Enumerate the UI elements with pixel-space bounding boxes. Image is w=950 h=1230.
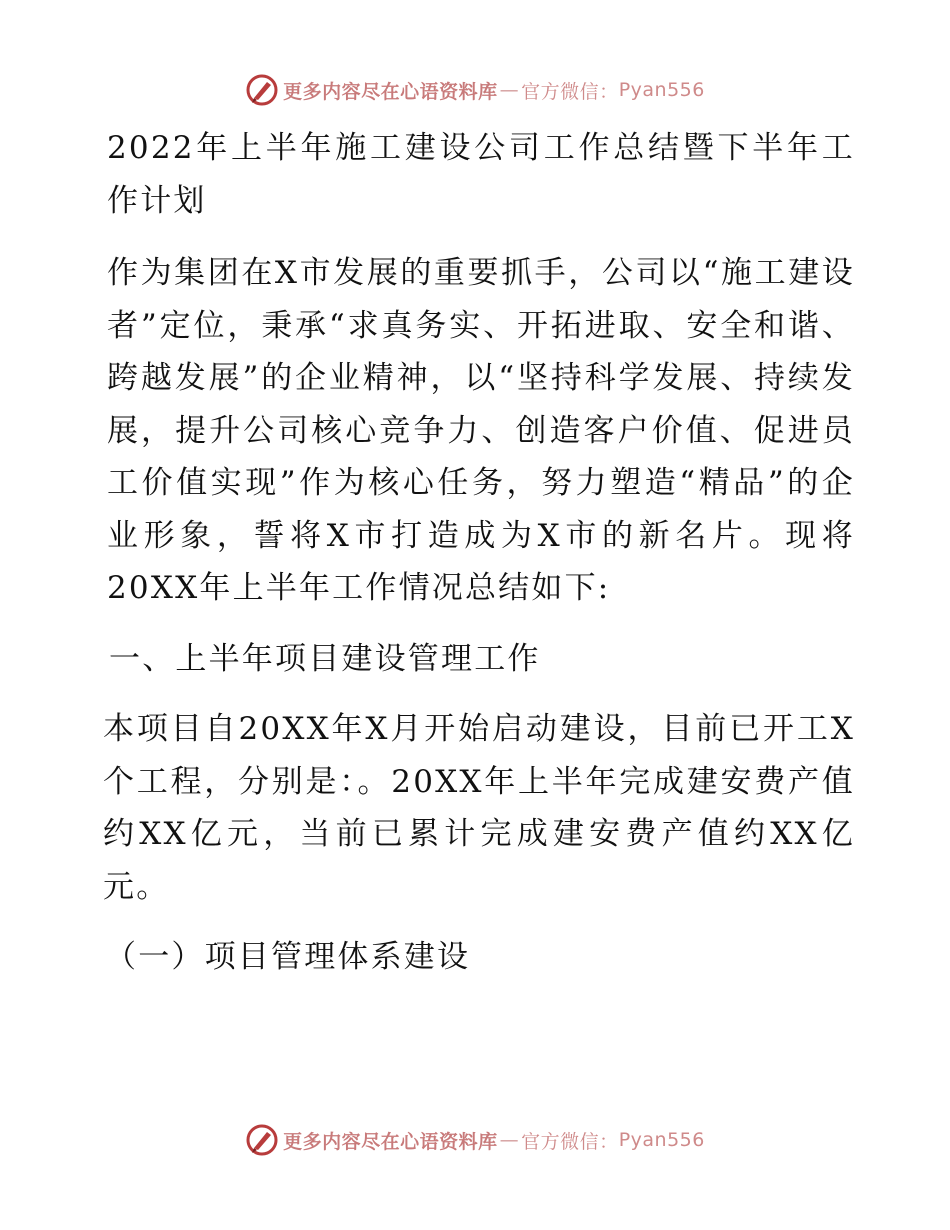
watermark-dash: — [499, 1129, 520, 1151]
watermark-wechat-id: Pyan556 [618, 79, 705, 101]
pen-quill-logo-icon [245, 73, 279, 107]
watermark-footer [0, 1120, 950, 1160]
section-heading: 一、上半年项目建设管理工作 [109, 640, 541, 677]
watermark-header [0, 70, 950, 110]
watermark-wechat-label: 官方微信： [521, 1130, 619, 1153]
watermark-wechat-id: Pyan556 [618, 1129, 705, 1151]
watermark-main-text: 更多内容尽在心语资料库 [283, 1130, 498, 1153]
watermark-wechat-label: 官方微信： [521, 80, 619, 103]
document-title: 2022年上半年施工建设公司工作总结暨下半年工作计划 [107, 130, 855, 219]
intro-paragraph: 作为集团在X市发展的重要抓手，公司以“施工建设者”定位，秉承“求真务实、开拓进取、安全和谐、跨越发展”的企业精神，以“坚持科学发展、持续发展，提升公司核心竞争力、创造客户价值、促进员工价值实现”作为核心任务，努力塑造“精品”的企业形象，誓将X市打造成为X市的新名片。现将20XX年上半年工作情况总结如下: [107, 255, 855, 606]
watermark-main-text: 更多内容尽在心语资料库 [283, 80, 498, 103]
pen-quill-logo-icon [245, 1123, 279, 1157]
section-paragraph: 本项目自20XX年X月开始启动建设，目前已开工X个工程，分别是：。20XX年上半年完成建安费产值约XX亿元，当前已累计完成建安费产值约XX亿元。 [103, 711, 855, 905]
document-body [95, 122, 855, 984]
watermark-dash: — [499, 79, 520, 101]
subsection-heading: （一）项目管理体系建设 [105, 939, 471, 975]
